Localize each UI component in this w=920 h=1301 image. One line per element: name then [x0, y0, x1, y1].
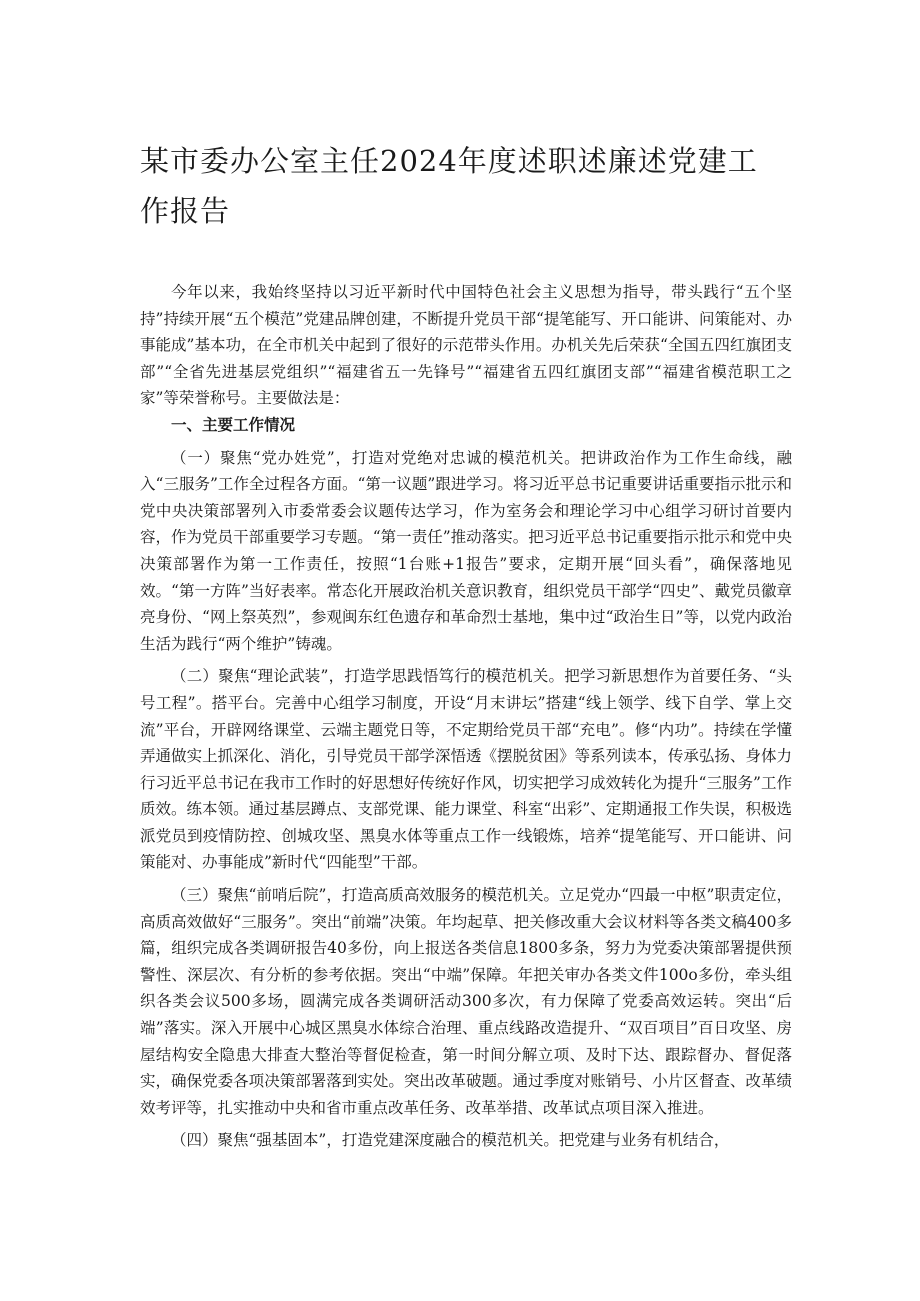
body-paragraph-1: （一）聚焦“党办姓党”，打造对党绝对忠诚的模范机关。把讲政治作为工作生命线，融入“三服务”工作全过程各方面。“第一议题”跟进学习。将习近平总书记重要讲话重要指示批示和党中央决策部署列入市委常委会议题传达学习，作为室务会和理论学习中心组学习研讨首要内容，作为党员干部重要学习专题。“第一责任”推动落实。把习近平总书记重要指示批示和党中央决策部署作为第一工作责任，按照“1台账+1报告”要求，定期开展“回头看”，确保落地见效。“第一方阵”当好表率。常态化开展政治机关意识教育，组织党员干部学“四史”、戴党员徽章亮身份、“网上祭英烈”，参观闽东红色遗存和革命烈士基地，集中过“政治生日”等，以党内政治生活为践行“两个维护”铸魂。 — [140, 448, 792, 653]
document-title: 某市委办公室主任2024年度述职述廉述党建工作报告 — [140, 144, 758, 228]
intro-paragraph: 今年以来，我始终坚持以习近平新时代中国特色社会主义思想为指导，带头践行“五个坚持”持续开展“五个模范”党建品牌创建，不断提升党员干部“提笔能写、开口能讲、问策能对、办事能成”基本功，在全市机关中起到了很好的示范带头作用。办机关先后荣获“全国五四红旗团支部”“全省先进基层党组织”“福建省五一先锋号”“福建省五四红旗团支部”“福建省模范职工之家”等荣誉称号。主要做法是： — [140, 283, 792, 408]
body-paragraph-3: （三）聚焦“前哨后院”，打造高质高效服务的模范机关。立足党办“四最一中枢”职责定位，高质高效做好“三服务”。突出“前端”决策。年均起草、把关修改重大会议材料等各类文稿400多篇，组织完成各类调研报告40多份，向上报送各类信息1800多条，努力为党委决策部署提供预警性、深层次、有分析的参考依据。突出“中端”保障。年把关审办各类文件100o多份，牵头组织各类会议500多场，圆满完成各类调研活动300多次，有力保障了党委高效运转。突出“后端”落实。深入开展中心城区黑臭水体综合治理、重点线路改造提升、“双百项目”百日攻坚、房屋结构安全隐患大排查大整治等督促检查，第一时间分解立项、及时下达、跟踪督办、督促落实，确保党委各项决策部署落到实处。突出改革破题。通过季度对账销号、小片区督查、改革绩效考评等，扎实推动中央和省市重点改革任务、改革举措、改革试点项目深入推进。 — [140, 886, 792, 1117]
body-paragraph-4: （四）聚焦“强基固本”，打造党建深度融合的模范机关。把党建与业务有机结合， — [171, 1131, 730, 1150]
document-body — [140, 279, 792, 1154]
section-heading: 一、主要工作情况 — [171, 415, 296, 434]
body-paragraph-2: （二）聚焦“理论武装”，打造学思践悟笃行的模范机关。把学习新思想作为首要任务、“头号工程”。搭平台。完善中心组学习制度，开设“月末讲坛”搭建“线上领学、线下自学、掌上交流”平台，开辟网络课堂、云端主题党日等，不定期给党员干部“充电”。修“内功”。持续在学懂弄通做实上抓深化、消化，引导党员干部学深悟透《摆脱贫困》等系列读本，传承弘扬、身体力行习近平总书记在我市工作时的好思想好传统好作风，切实把学习成效转化为提升“三服务”工作质效。练本领。通过基层蹲点、支部党课、能力课堂、科室“出彩”、定期通报工作失误，积极选派党员到疫情防控、创城攻坚、黑臭水体等重点工作一线锻炼，培养“提笔能写、开口能讲、问策能对、办事能成”新时代“四能型”干部。 — [140, 667, 792, 872]
